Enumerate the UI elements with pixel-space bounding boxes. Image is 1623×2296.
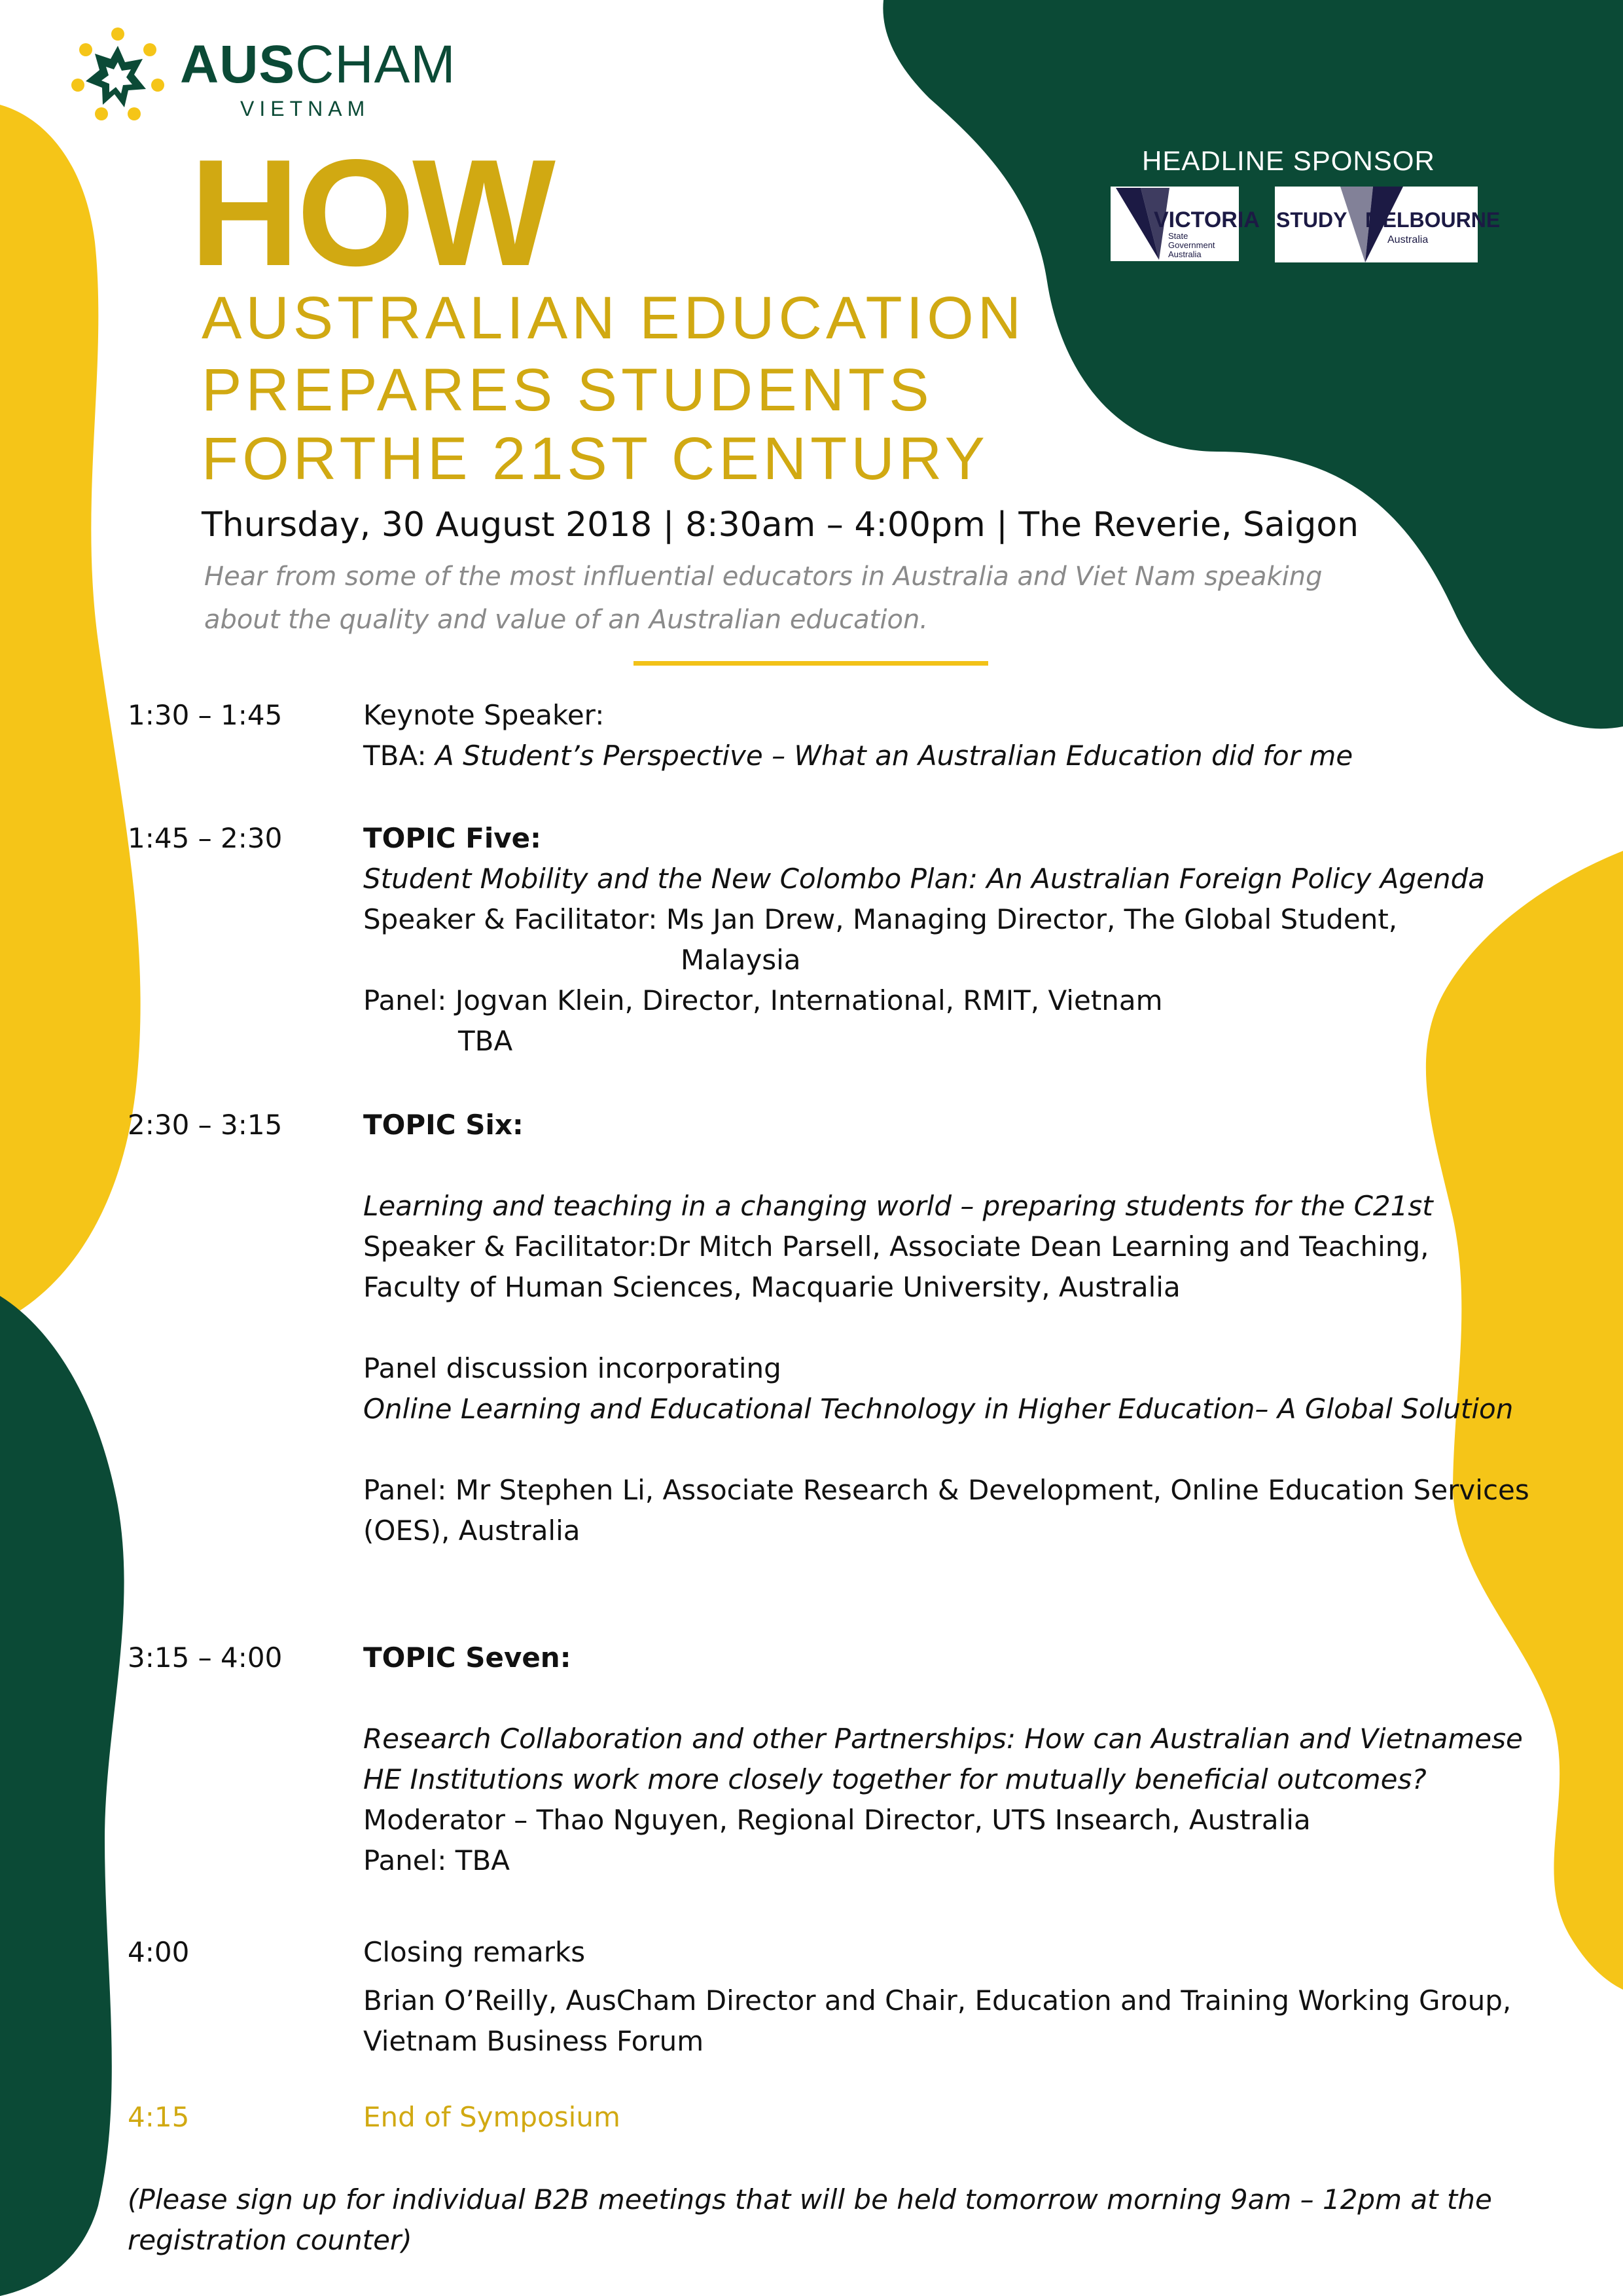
time-closing: 4:00: [128, 1936, 190, 1968]
topic-six-heading: TOPIC Six:: [363, 1109, 524, 1141]
topic-six-panel: Panel: Mr Stephen Li, Associate Research & Development, Online Education Services: [363, 1474, 1529, 1506]
keynote-heading: Keynote Speaker:: [363, 699, 605, 731]
closing-speaker: Brian O’Reilly, AusCham Director and Chair, Education and Training Working Group,: [363, 1984, 1512, 2017]
title-how: HOW: [190, 128, 553, 298]
time-end: 4:15: [128, 2101, 190, 2133]
session-topic-seven: [363, 1638, 1580, 1881]
session-topic-five: [363, 818, 1580, 1062]
time-topic-seven: 3:15 – 4:00: [128, 1641, 283, 1674]
victoria-government-logo: [1111, 187, 1260, 261]
divider-line: [633, 661, 988, 666]
topic-seven-title-1: Research Collaboration and other Partnerships: How can Australian and Vietnamese: [363, 1723, 1523, 1755]
keynote-line: TBA: A Student’s Perspective – What an Australian Education did for me: [363, 740, 1353, 772]
session-keynote: [363, 695, 1580, 776]
auscham-logo: [69, 26, 456, 124]
title-line-3: FORTHE 21ST CENTURY: [202, 425, 989, 492]
topic-six-speaker-cont: Faculty of Human Sciences, Macquarie University, Australia: [363, 1271, 1181, 1303]
topic-seven-heading: TOPIC Seven:: [363, 1641, 571, 1674]
logo-wordmark: AUSCHAM: [180, 35, 456, 94]
svg-text:Government: Government: [1168, 240, 1215, 250]
yellow-blob-left: [0, 105, 141, 1322]
topic-five-heading: TOPIC Five:: [363, 822, 541, 854]
time-topic-six: 2:30 – 3:15: [128, 1109, 283, 1141]
topic-five-panel-cont: TBA: [458, 1025, 513, 1057]
title-line-2: PREPARES STUDENTS: [202, 357, 933, 423]
svg-text:MELBOURNE: MELBOURNE: [1365, 208, 1501, 232]
topic-six-title: Learning and teaching in a changing world – preparing students for the C21st: [363, 1190, 1433, 1222]
intro-text: Hear from some of the most influential educators in Australia and Viet Nam speaking about the quality and value of an Australian education.: [204, 562, 1323, 635]
keynote-title: A Student’s Perspective – What an Australian Education did for me: [435, 740, 1353, 772]
green-blob-left: [0, 1296, 124, 2296]
study-melbourne-logo: [1275, 187, 1501, 262]
time-keynote: 1:30 – 1:45: [128, 699, 283, 731]
logo-subtitle: VIETNAM: [240, 97, 370, 120]
topic-six-panel-title: Online Learning and Educational Technology in Higher Education– A Global Solution: [363, 1393, 1514, 1425]
topic-six-speaker: Speaker & Facilitator:Dr Mitch Parsell, Associate Dean Learning and Teaching,: [363, 1230, 1429, 1263]
headline-sponsor-label: HEADLINE SPONSOR: [1142, 145, 1435, 176]
topic-six-panel-cont: (OES), Australia: [363, 1515, 580, 1547]
closing-heading: Closing remarks: [363, 1936, 586, 1968]
svg-text:Australia: Australia: [1168, 249, 1202, 259]
topic-five-speaker-cont: Malaysia: [681, 944, 801, 976]
auscham-star-icon: [69, 26, 167, 124]
title-line-1: AUSTRALIAN EDUCATION: [202, 285, 1026, 351]
svg-text:VICTORIA: VICTORIA: [1154, 207, 1260, 232]
topic-seven-panel: Panel: TBA: [363, 1844, 510, 1876]
svg-text:Australia: Australia: [1387, 234, 1429, 245]
time-topic-five: 1:45 – 2:30: [128, 822, 283, 854]
end-of-symposium: End of Symposium: [363, 2101, 620, 2133]
topic-five-panel: Panel: Jogvan Klein, Director, International, RMIT, Vietnam: [363, 984, 1163, 1016]
event-details: Thursday, 30 August 2018 | 8:30am – 4:00pm | The Reverie, Saigon: [202, 505, 1359, 545]
footer-note: (Please sign up for individual B2B meetings that will be held tomorrow morning 9am – 12pm at the registration counter): [128, 2183, 1492, 2256]
svg-text:State: State: [1168, 231, 1188, 241]
closing-speaker-cont: Vietnam Business Forum: [363, 2025, 704, 2057]
topic-six-panel-intro: Panel discussion incorporating: [363, 1352, 781, 1384]
topic-seven-title-2: HE Institutions work more closely together for mutually beneficial outcomes?: [363, 1763, 1427, 1795]
svg-text:STUDY: STUDY: [1276, 208, 1347, 232]
session-closing: [363, 1932, 1580, 2062]
topic-five-title: Student Mobility and the New Colombo Plan: An Australian Foreign Policy Agenda: [363, 863, 1486, 895]
topic-seven-moderator: Moderator – Thao Nguyen, Regional Director, UTS Insearch, Australia: [363, 1804, 1311, 1836]
session-topic-six: [363, 1105, 1580, 1551]
topic-five-speaker: Speaker & Facilitator: Ms Jan Drew, Managing Director, The Global Student,: [363, 903, 1398, 935]
